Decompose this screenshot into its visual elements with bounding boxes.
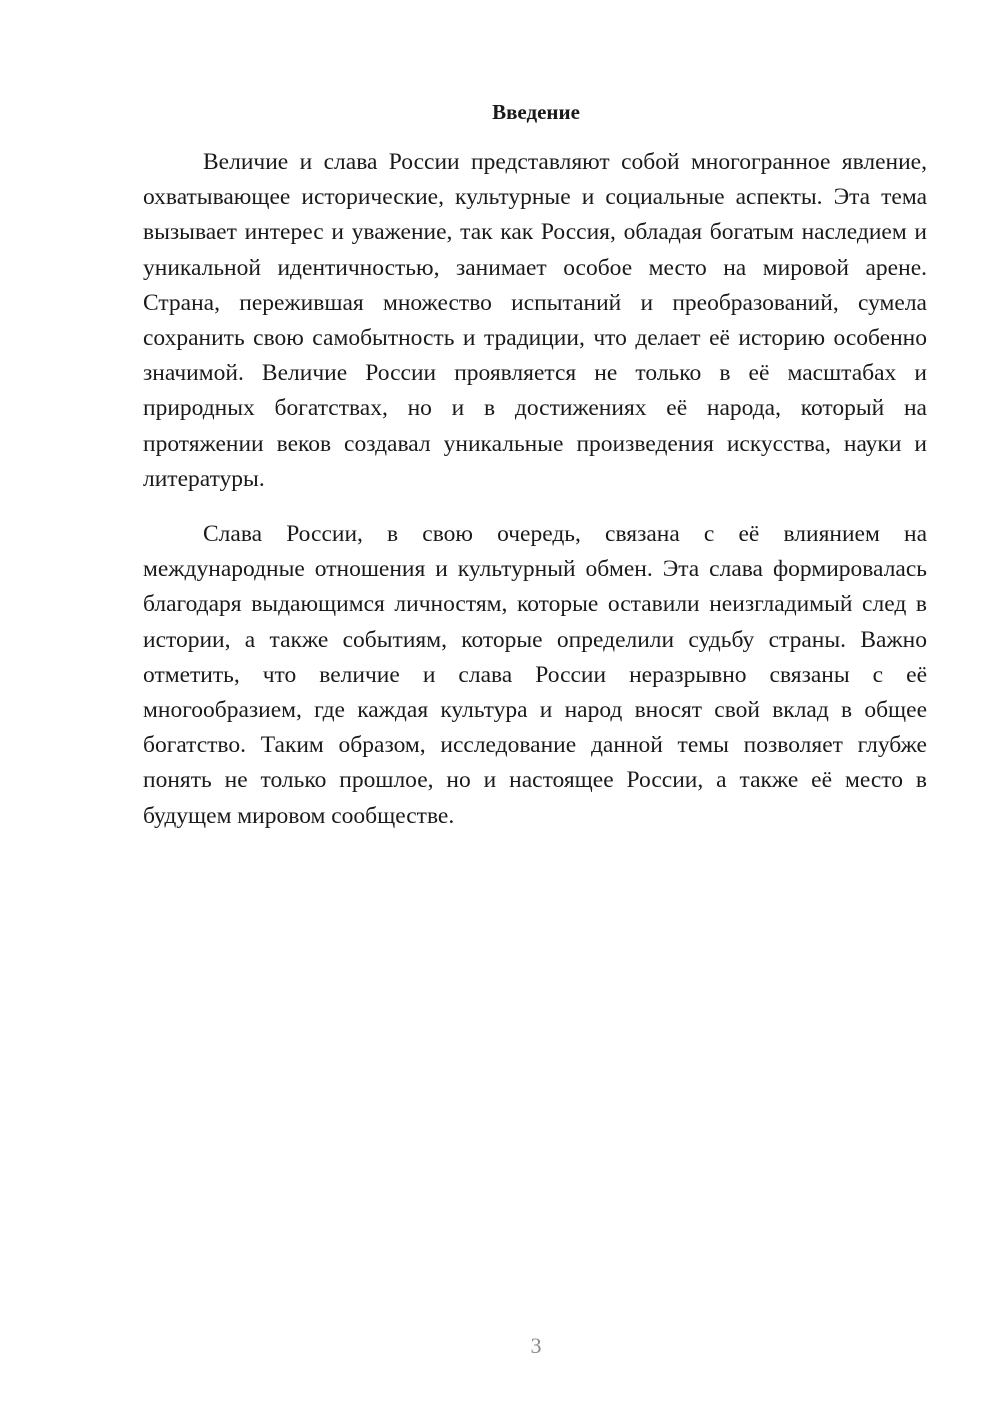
section-heading: Введение — [492, 100, 580, 124]
page-number: 3 — [530, 1333, 542, 1358]
paragraph-1: Величие и слава России представляют собой многогранное явление, охватывающее исторические, культурные и социальные аспекты. Эта тема вызывает интерес и уважение, так как Россия, обладая богатым наследием и уникальной идентичностью, занимает особое место на мировой арене. Страна, пережившая множество испытаний и преобразований, сумела сохранить свою самобытность и традиции, что делает её историю особенно значимой. Величие России проявляется не только в её масштабах и природных богатствах, но и в достижениях её народа, который на протяжении веков создавал уникальные произведения искусства, науки и литературы. — [143, 149, 927, 492]
paragraph-2: Слава России, в свою очередь, связана с её влиянием на международные отношения и культурный обмен. Эта слава формировалась благодаря выдающимся личностям, которые оставили неизгладимый след в истории, а также событиям, которые определили судьбу страны. Важно отметить, что величие и слава России неразрывно связаны с её многообразием, где каждая культура и народ вносят свой вклад в общее богатство. Таким образом, исследование данной темы позволяет глубже понять не только прошлое, но и настоящее России, а также её место в будущем мировом сообществе. — [143, 521, 927, 829]
